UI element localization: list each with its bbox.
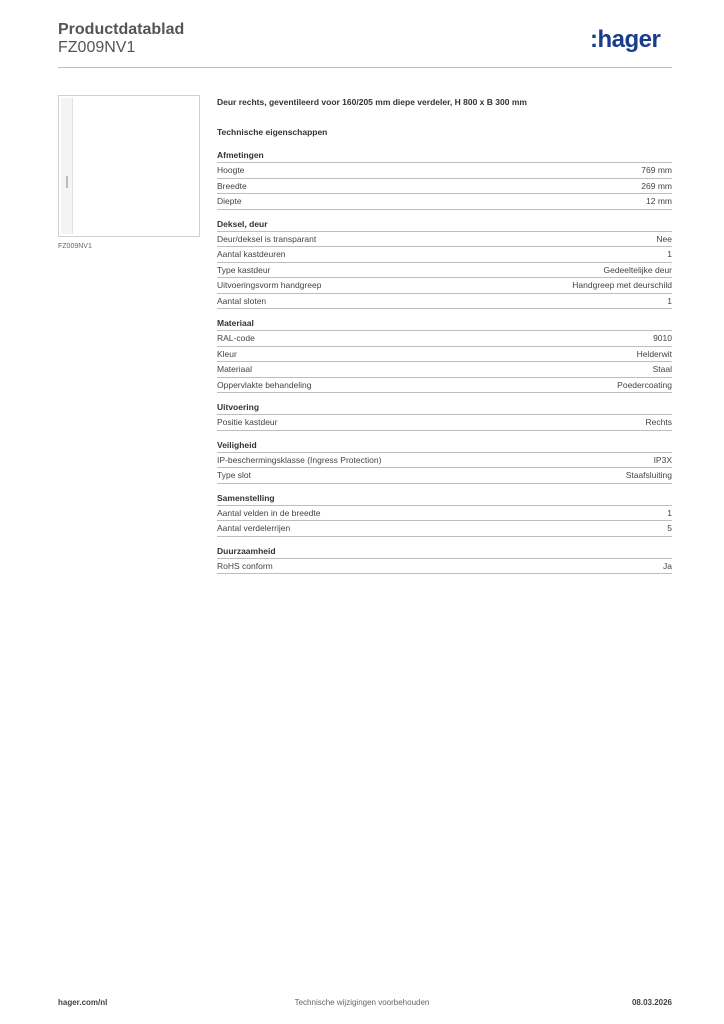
spec-label: Aantal sloten xyxy=(217,295,267,306)
page-title: Productdatablad xyxy=(58,21,185,38)
spec-value: 1 xyxy=(667,249,672,259)
group-title: Uitvoering xyxy=(217,401,672,415)
product-description: Deur rechts, geventileerd voor 160/205 mm diepe verdeler, H 800 x B 300 mm xyxy=(217,97,527,107)
spec-value: 12 mm xyxy=(646,196,672,206)
spec-value: Helderwit xyxy=(636,348,672,359)
spec-label: Aantal verdelerrijen xyxy=(217,523,291,533)
spec-label: Breedte xyxy=(217,180,247,191)
spec-label: IP-beschermingsklasse (Ingress Protection) xyxy=(217,454,382,465)
spec-label: Materiaal xyxy=(217,364,252,374)
spec-row xyxy=(217,331,672,347)
spec-value: Rechts xyxy=(645,417,672,427)
group-title: Veiligheid xyxy=(217,439,672,453)
spec-row xyxy=(217,247,672,263)
spec-value: 5 xyxy=(667,523,672,533)
group-title: Duurzaamheid xyxy=(217,545,672,559)
spec-row xyxy=(217,163,672,179)
spec-label: Aantal velden in de breedte xyxy=(217,507,321,518)
footer-website[interactable]: hager.com/nl xyxy=(58,998,108,1007)
spec-row xyxy=(217,453,672,469)
spec-label: RoHS conform xyxy=(217,560,273,571)
spec-label: Hoogte xyxy=(217,165,245,175)
group-title: Afmetingen xyxy=(217,149,672,163)
spec-label: Deur/deksel is transparant xyxy=(217,233,317,244)
spec-value: 269 mm xyxy=(641,180,672,191)
spec-label: Uitvoeringsvorm handgreep xyxy=(217,280,322,290)
spec-label: RAL-code xyxy=(217,333,255,343)
spec-row xyxy=(217,232,672,248)
spec-value: IP3X xyxy=(653,454,672,465)
spec-groups xyxy=(217,149,672,574)
spec-row xyxy=(217,347,672,363)
spec-row xyxy=(217,294,672,310)
spec-label: Oppervlakte behandeling xyxy=(217,379,312,390)
spec-label: Diepte xyxy=(217,196,242,206)
footer-date: 08.03.2026 xyxy=(631,998,672,1007)
spec-group xyxy=(217,401,672,431)
spec-group xyxy=(217,317,672,393)
spec-label: Type slot xyxy=(217,470,252,480)
spec-value: Staal xyxy=(652,364,672,374)
spec-row xyxy=(217,378,672,394)
spec-group xyxy=(217,439,672,484)
spec-value: Nee xyxy=(656,233,672,244)
spec-value: Poedercoating xyxy=(617,379,672,390)
spec-group xyxy=(217,492,672,537)
section-heading: Technische eigenschappen xyxy=(217,127,328,137)
spec-value: 9010 xyxy=(653,333,672,343)
spec-content xyxy=(217,94,672,582)
group-title: Deksel, deur xyxy=(217,218,672,232)
spec-row xyxy=(217,521,672,537)
door-panel-image xyxy=(61,98,73,234)
spec-value: 1 xyxy=(667,507,672,518)
spec-value: Ja xyxy=(663,560,672,571)
spec-value: Staafsluiting xyxy=(625,470,672,480)
spec-row xyxy=(217,468,672,484)
spec-label: Kleur xyxy=(217,348,237,359)
spec-row xyxy=(217,362,672,378)
spec-label: Aantal kastdeuren xyxy=(217,249,286,259)
hager-logo: :hager xyxy=(590,26,661,53)
door-handle-icon xyxy=(66,176,68,188)
spec-row xyxy=(217,506,672,522)
spec-value: Handgreep met deurschild xyxy=(572,280,672,290)
spec-value: Gedeeltelijke deur xyxy=(603,264,672,275)
spec-value: 1 xyxy=(667,295,672,306)
spec-row xyxy=(217,179,672,195)
spec-group xyxy=(217,149,672,210)
footer-notice: Technische wijzigingen voorbehouden xyxy=(294,998,430,1007)
spec-row xyxy=(217,263,672,279)
spec-group xyxy=(217,545,672,575)
spec-row xyxy=(217,559,672,575)
spec-row xyxy=(217,278,672,294)
header-divider xyxy=(58,67,672,68)
group-title: Samenstelling xyxy=(217,492,672,506)
product-code: FZ009NV1 xyxy=(58,39,136,56)
spec-label: Positie kastdeur xyxy=(217,417,278,427)
spec-group xyxy=(217,218,672,310)
image-caption: FZ009NV1 xyxy=(58,243,92,250)
spec-label: Type kastdeur xyxy=(217,264,271,275)
spec-row xyxy=(217,415,672,431)
product-image xyxy=(58,95,200,237)
group-title: Materiaal xyxy=(217,317,672,331)
spec-value: 769 mm xyxy=(641,165,672,175)
spec-row xyxy=(217,194,672,210)
